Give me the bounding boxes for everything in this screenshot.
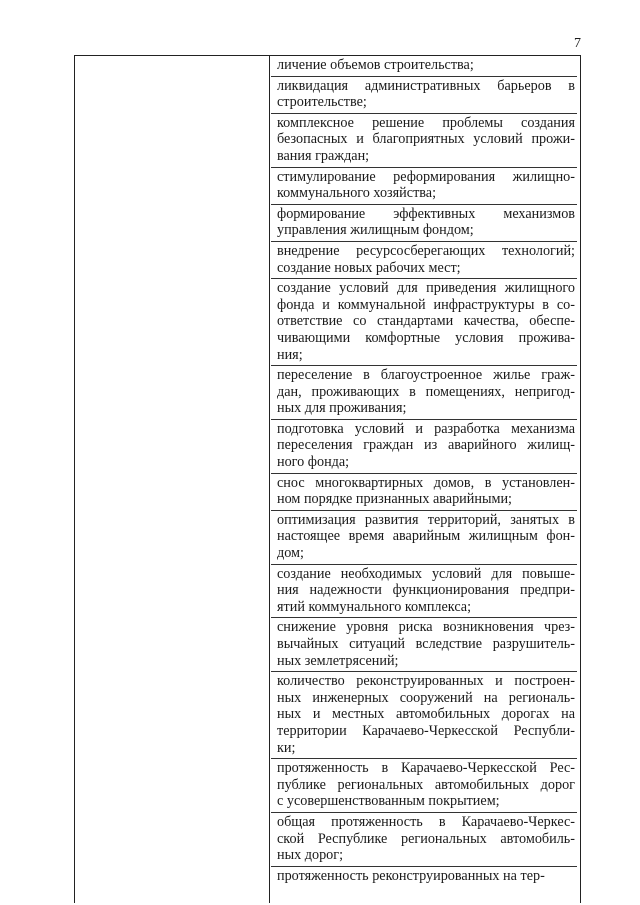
column-divider xyxy=(269,56,270,903)
list-item-line: ния надежности функционирования предпри- xyxy=(277,582,575,599)
list-item-line: строительстве; xyxy=(277,94,367,111)
list-item-line: личение объемов строительства; xyxy=(277,57,474,73)
list-item xyxy=(271,867,577,887)
list-item xyxy=(271,565,577,619)
list-item-line: ном порядке признанных аварийными; xyxy=(277,491,513,508)
list-item-line: дан, проживающих в помещениях, непригод- xyxy=(277,383,575,400)
list-item-line: управления жилищным фондом; xyxy=(277,222,474,239)
list-item-line: стимулирование реформирования жилищно- xyxy=(277,168,575,185)
list-item-line: ния; xyxy=(277,346,303,363)
list-item xyxy=(271,56,577,77)
list-item-line: вычайных ситуаций вследствие разрушитель- xyxy=(277,636,575,652)
list-item xyxy=(271,420,577,474)
list-item-line: переселения граждан из аварийного жилищ- xyxy=(277,437,575,454)
list-item xyxy=(271,366,577,420)
table-cell-right xyxy=(271,56,577,903)
list-item-line: коммунального хозяйства; xyxy=(277,185,437,202)
list-item-line: чивающими комфортные условия прожива- xyxy=(277,329,575,346)
list-item-line: создание новых рабочих мест; xyxy=(277,259,461,276)
list-item xyxy=(271,618,577,672)
list-item-line: территории Карачаево-Черкесской Республи- xyxy=(277,722,575,739)
list-item-line: ных для проживания; xyxy=(277,400,407,417)
list-item-line: подготовка условий и разработка механизма xyxy=(277,420,575,437)
list-item xyxy=(271,77,577,114)
list-item-line: настоящее время аварийным жилищным фон- xyxy=(277,528,575,545)
list-item-line: публике региональных автомобильных дорог xyxy=(277,776,575,793)
list-item-line: создание условий для приведения жилищного xyxy=(277,280,575,297)
list-item xyxy=(271,759,577,813)
list-item xyxy=(271,474,577,511)
list-item-line: общая протяженность в Карачаево-Черкес- xyxy=(277,813,575,830)
list-item-line: оптимизация развития территорий, занятых в xyxy=(277,511,575,528)
list-item-line: комплексное решение проблемы создания xyxy=(277,114,575,131)
list-item xyxy=(271,205,577,242)
list-item xyxy=(271,813,577,867)
list-item-line: создание необходимых условий для повыше- xyxy=(277,565,575,582)
list-item xyxy=(271,242,577,279)
list-item xyxy=(271,114,577,168)
list-item-line: ных дорог; xyxy=(277,847,344,864)
list-item-line: вания граждан; xyxy=(277,147,370,164)
list-item-line: протяженность реконструированных на тер- xyxy=(277,867,545,884)
list-item-line: ных землетрясений; xyxy=(277,652,399,669)
list-item-line: переселение в благоустроенное жилье граж- xyxy=(277,367,575,384)
page-number: 7 xyxy=(574,36,581,51)
list-item-line: с усовершенствованным покрытием; xyxy=(277,793,500,810)
list-item-line: безопасных и благоприятных условий прожи- xyxy=(277,131,575,148)
list-item-line: фонда и коммунальной инфраструктуры в со- xyxy=(277,296,575,313)
list-item-line: ного фонда; xyxy=(277,454,350,471)
list-item xyxy=(271,672,577,759)
list-item-line: ятий коммунального комплекса; xyxy=(277,598,472,615)
list-item-line: ликвидация административных барьеров в xyxy=(277,77,575,94)
list-item xyxy=(271,168,577,205)
list-item-line: формирование эффективных механизмов xyxy=(277,205,575,222)
list-item xyxy=(271,511,577,565)
list-item-line: количество реконструированных и построен- xyxy=(277,673,575,690)
list-item-line: ных и местных автомобильных дорогах на xyxy=(277,706,575,723)
list-item-line: ответствие со стандартами качества, обеспе- xyxy=(277,313,575,330)
document-table xyxy=(74,55,581,903)
list-item-line: ки; xyxy=(277,739,296,756)
list-item-line: снос многоквартирных домов, в установлен- xyxy=(277,474,575,491)
list-item-line: снижение уровня риска возникновения чрез- xyxy=(277,619,575,636)
list-item xyxy=(271,279,577,366)
list-item-line: ской Республике региональных автомобиль- xyxy=(277,830,575,847)
list-item-line: протяженность в Карачаево-Черкесской Рес- xyxy=(277,760,575,777)
list-item-line: дом; xyxy=(277,545,304,562)
list-item-line: внедрение ресурсосберегающих технологий; xyxy=(277,242,575,259)
list-item-line: ных инженерных сооружений на региональ- xyxy=(277,689,575,706)
